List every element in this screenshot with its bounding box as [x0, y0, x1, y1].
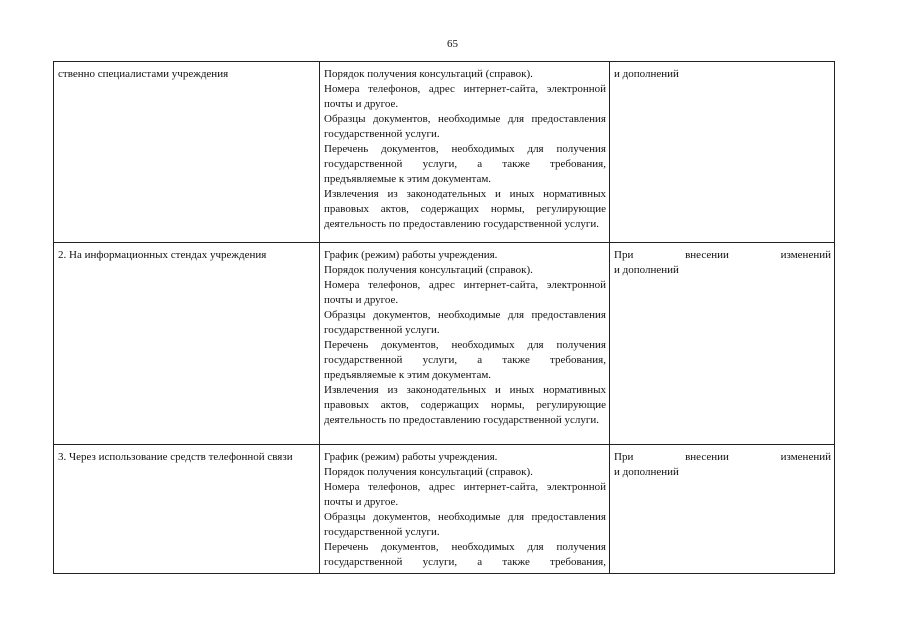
info-item: Порядок получения консультаций (справок). [324, 264, 533, 276]
update-text-line1: При внесении изменений [614, 451, 831, 463]
info-item: График (режим) работы учреждения. [324, 451, 498, 463]
method-cell [54, 62, 320, 243]
update-cell [610, 445, 835, 574]
info-item: Извлечения из законодательных и иных нормативных правовых актов, содержащих нормы, регулирующие деятельность по предоставлению государственной услуги. [324, 384, 606, 426]
info-cell [320, 445, 610, 574]
info-item: Образцы документов, необходимые для предоставления государственной услуги. [324, 309, 606, 336]
info-item: Перечень документов, необходимых для получения государственной услуги, а также требования, [324, 541, 606, 568]
info-item: Образцы документов, необходимые для предоставления государственной услуги. [324, 113, 606, 140]
table-row [54, 62, 835, 243]
info-item: Перечень документов, необходимых для получения государственной услуги, а также требования, предъявляемые к этим документам. [324, 339, 606, 381]
info-item: Порядок получения консультаций (справок). [324, 68, 533, 80]
method-cell [54, 243, 320, 445]
info-item: Образцы документов, необходимые для предоставления государственной услуги. [324, 511, 606, 538]
table-row [54, 445, 835, 574]
info-item: График (режим) работы учреждения. [324, 249, 498, 261]
update-cell [610, 243, 835, 445]
info-methods-table [53, 61, 835, 574]
info-item: Номера телефонов, адрес интернет-сайта, электронной почты и другое. [324, 83, 606, 110]
info-cell [320, 243, 610, 445]
update-cell [610, 62, 835, 243]
update-text-line2: и дополнений [614, 466, 679, 478]
method-text: ственно специалистами учреждения [58, 68, 229, 80]
info-cell [320, 62, 610, 243]
method-cell [54, 445, 320, 574]
update-text-line2: и дополнений [614, 264, 679, 276]
update-text-line1: При внесении изменений [614, 249, 831, 261]
info-item: Порядок получения консультаций (справок). [324, 466, 533, 478]
table-row [54, 243, 835, 445]
page-number: 65 [447, 38, 458, 50]
info-item: Перечень документов, необходимых для получения государственной услуги, а также требования, предъявляемые к этим документам. [324, 143, 606, 185]
update-text-line2: и дополнений [614, 68, 679, 80]
info-item: Извлечения из законодательных и иных нормативных правовых актов, содержащих нормы, регулирующие деятельность по предоставлению государственной услуги. [324, 188, 606, 230]
method-text: 2. На информационных стендах учреждения [58, 249, 267, 261]
method-text: 3. Через использование средств телефонной связи [58, 451, 293, 463]
info-item: Номера телефонов, адрес интернет-сайта, электронной почты и другое. [324, 481, 606, 508]
info-item: Номера телефонов, адрес интернет-сайта, электронной почты и другое. [324, 279, 606, 306]
